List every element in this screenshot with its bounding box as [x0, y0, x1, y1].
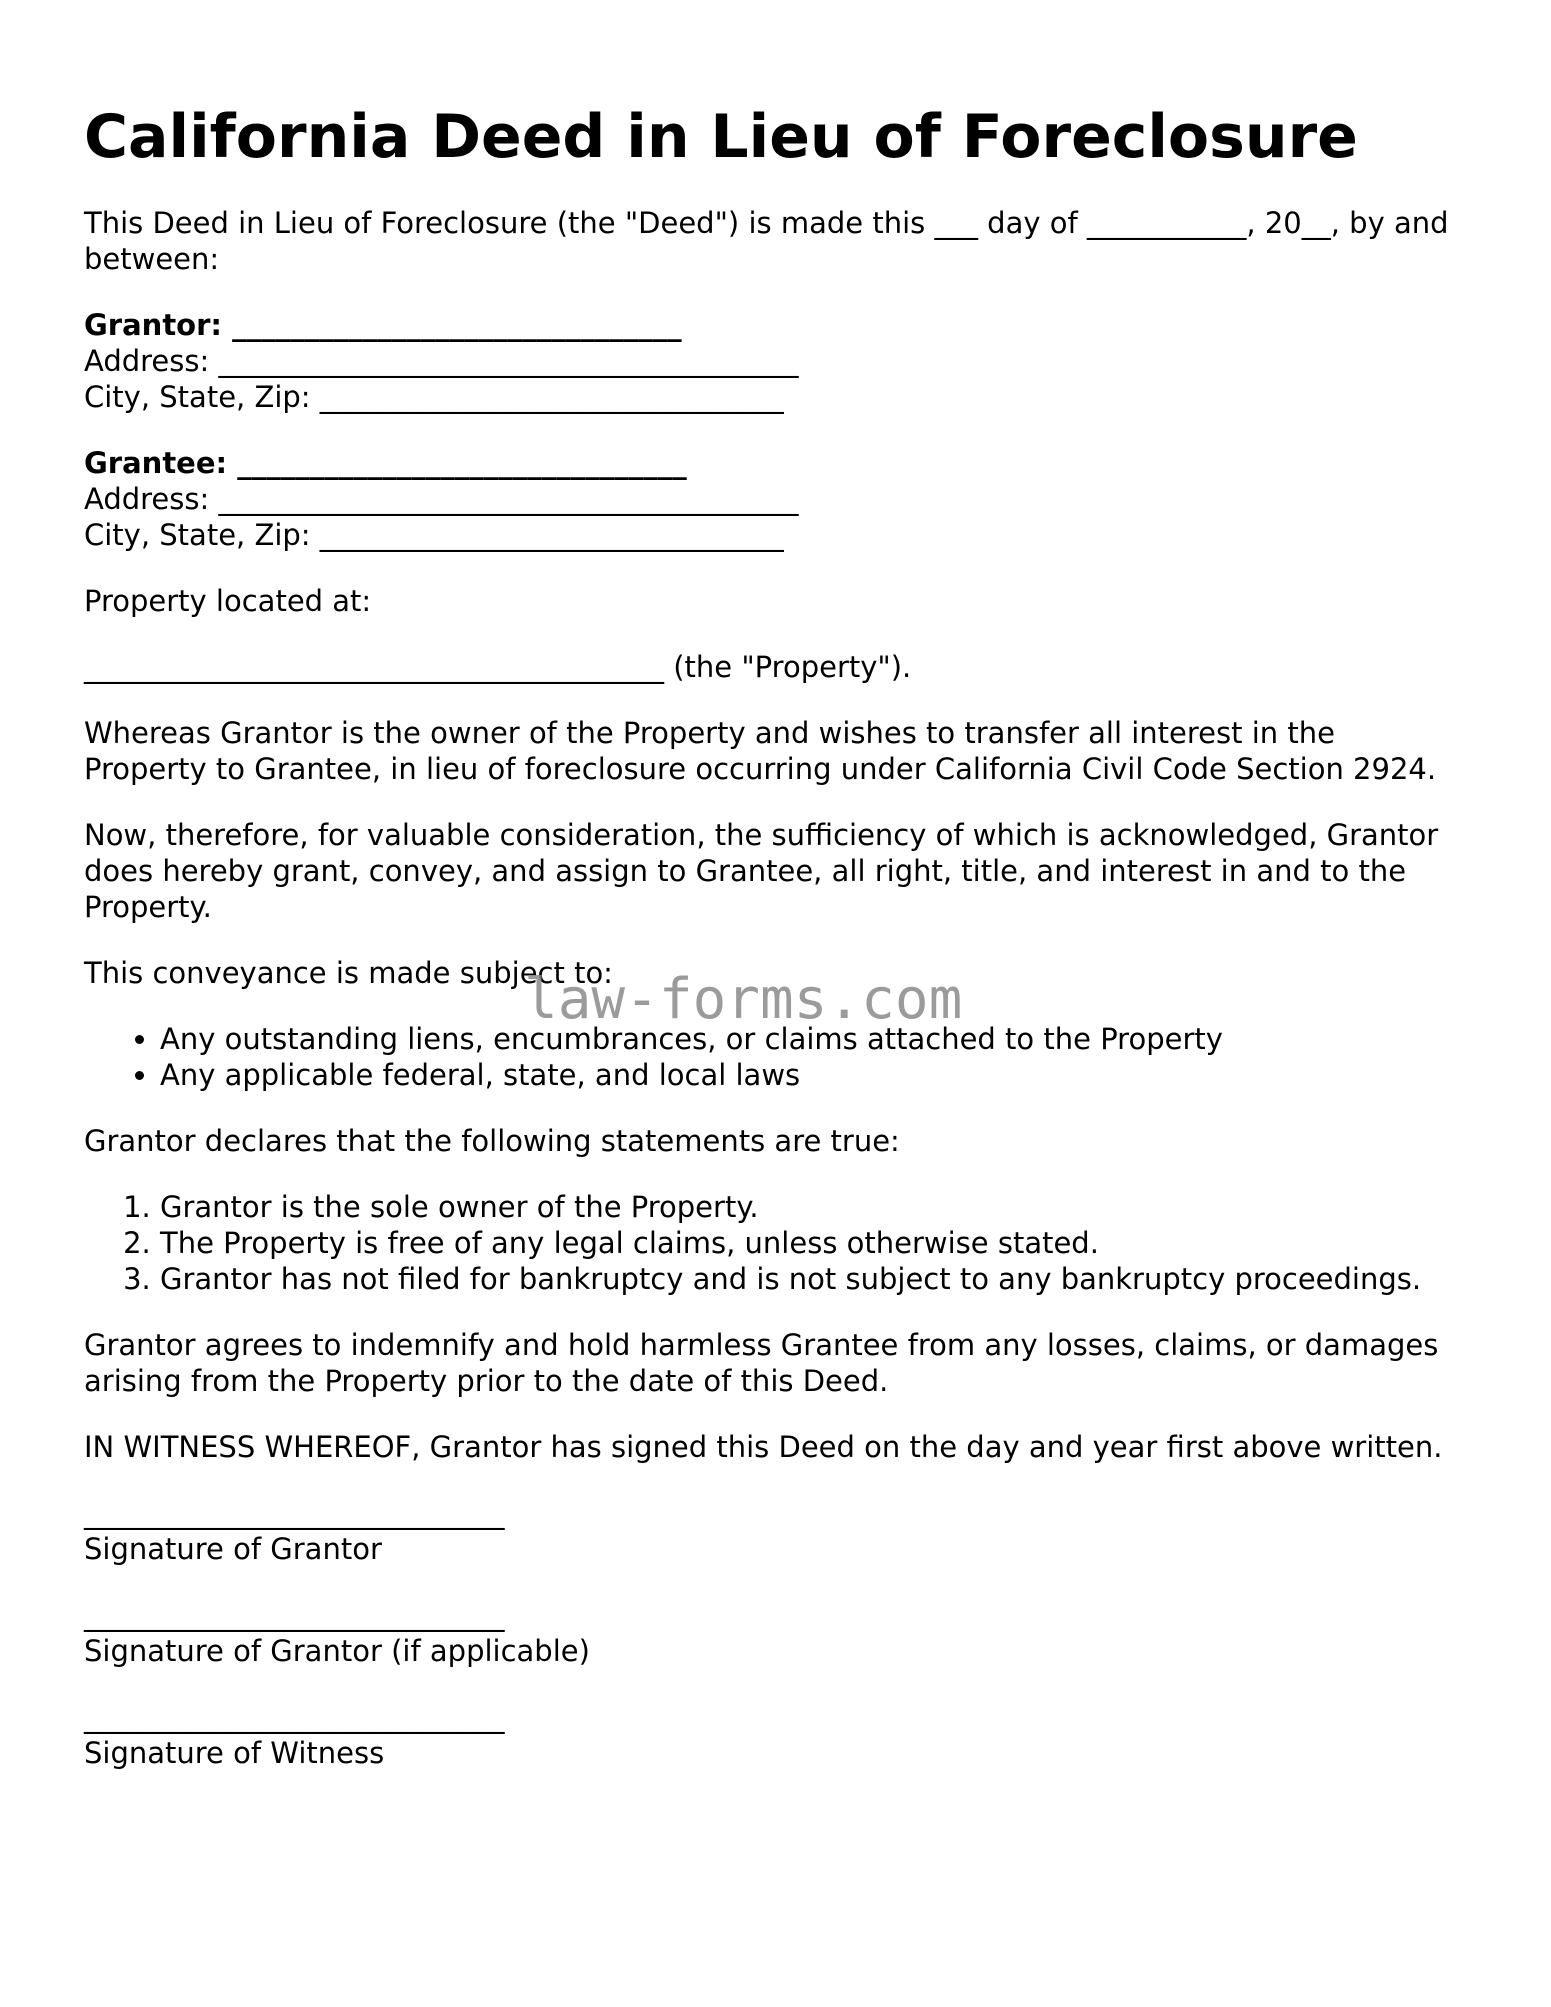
grantor-block: [84, 307, 1464, 415]
grantee-name-blank: _______________________________: [227, 446, 687, 480]
grantor-address: Address: ________________________________________: [84, 344, 799, 378]
list-item: • Any outstanding liens, encumbrances, or claims attached to the Property: [160, 1021, 1464, 1057]
grantee-name-line: [84, 445, 1464, 481]
grantee-city-state-zip: City, State, Zip: ________________________________: [84, 518, 784, 552]
signature-line[interactable]: _____________________________: [84, 1598, 505, 1632]
watermark: law-forms.com: [524, 967, 963, 1032]
subject-to-label: This conveyance is made subject to:: [84, 956, 613, 990]
now-therefore-paragraph: Now, therefore, for valuable consideration, the sufficiency of which is acknowledged, Grantor does hereby grant, convey, and assign to Grantee, all right, title, and interest in and to the Property.: [84, 818, 1439, 924]
signature-label: Signature of Grantor (if applicable): [84, 1634, 590, 1668]
whereas-paragraph: Whereas Grantor is the owner of the Property and wishes to transfer all interest in the Property to Grantee, in lieu of foreclosure occurring under California Civil Code Section 2924.: [84, 716, 1437, 786]
list-item: • Any applicable federal, state, and local laws: [160, 1057, 1464, 1093]
list-item: 1. Grantor is the sole owner of the Property.: [160, 1189, 1464, 1225]
indemnify-paragraph: Grantor agrees to indemnify and hold harmless Grantee from any losses, claims, or damages arising from the Property prior to the date of this Deed.: [84, 1328, 1439, 1398]
signature-grantor-2: [84, 1597, 1464, 1669]
declares-label: Grantor declares that the following statements are true:: [84, 1124, 900, 1158]
signature-label: Signature of Grantor: [84, 1532, 382, 1566]
grantee-address: Address: ________________________________________: [84, 482, 799, 516]
signature-line[interactable]: _____________________________: [84, 1496, 505, 1530]
document-title: California Deed in Lieu of Foreclosure: [84, 102, 1358, 172]
property-line: ________________________________________ (the "Property").: [84, 650, 912, 684]
grantor-name-line: [84, 307, 1464, 343]
property-label: Property located at:: [84, 584, 372, 618]
list-item: 2. The Property is free of any legal claims, unless otherwise stated.: [160, 1225, 1464, 1261]
signature-label: Signature of Witness: [84, 1736, 385, 1770]
declarations-list: [84, 1189, 1464, 1297]
grantee-block: [84, 445, 1464, 553]
list-item: 3. Grantor has not filed for bankruptcy and is not subject to any bankruptcy proceedings.: [160, 1261, 1464, 1297]
subject-to-list: [84, 1021, 1464, 1093]
witness-clause: IN WITNESS WHEREOF, Grantor has signed this Deed on the day and year first above written.: [84, 1430, 1443, 1464]
signature-grantor: [84, 1495, 1464, 1567]
signature-line[interactable]: _____________________________: [84, 1700, 505, 1734]
signature-witness: [84, 1699, 1464, 1771]
document-page: [84, 100, 1464, 1801]
grantor-name-blank: _______________________________: [222, 308, 682, 342]
grantor-city-state-zip: City, State, Zip: ________________________________: [84, 380, 784, 414]
grantee-label: Grantee:: [84, 446, 228, 480]
grantor-label: Grantor:: [84, 308, 223, 342]
intro-paragraph: This Deed in Lieu of Foreclosure (the "Deed") is made this ___ day of ___________, 20__, by and between:: [84, 206, 1449, 276]
